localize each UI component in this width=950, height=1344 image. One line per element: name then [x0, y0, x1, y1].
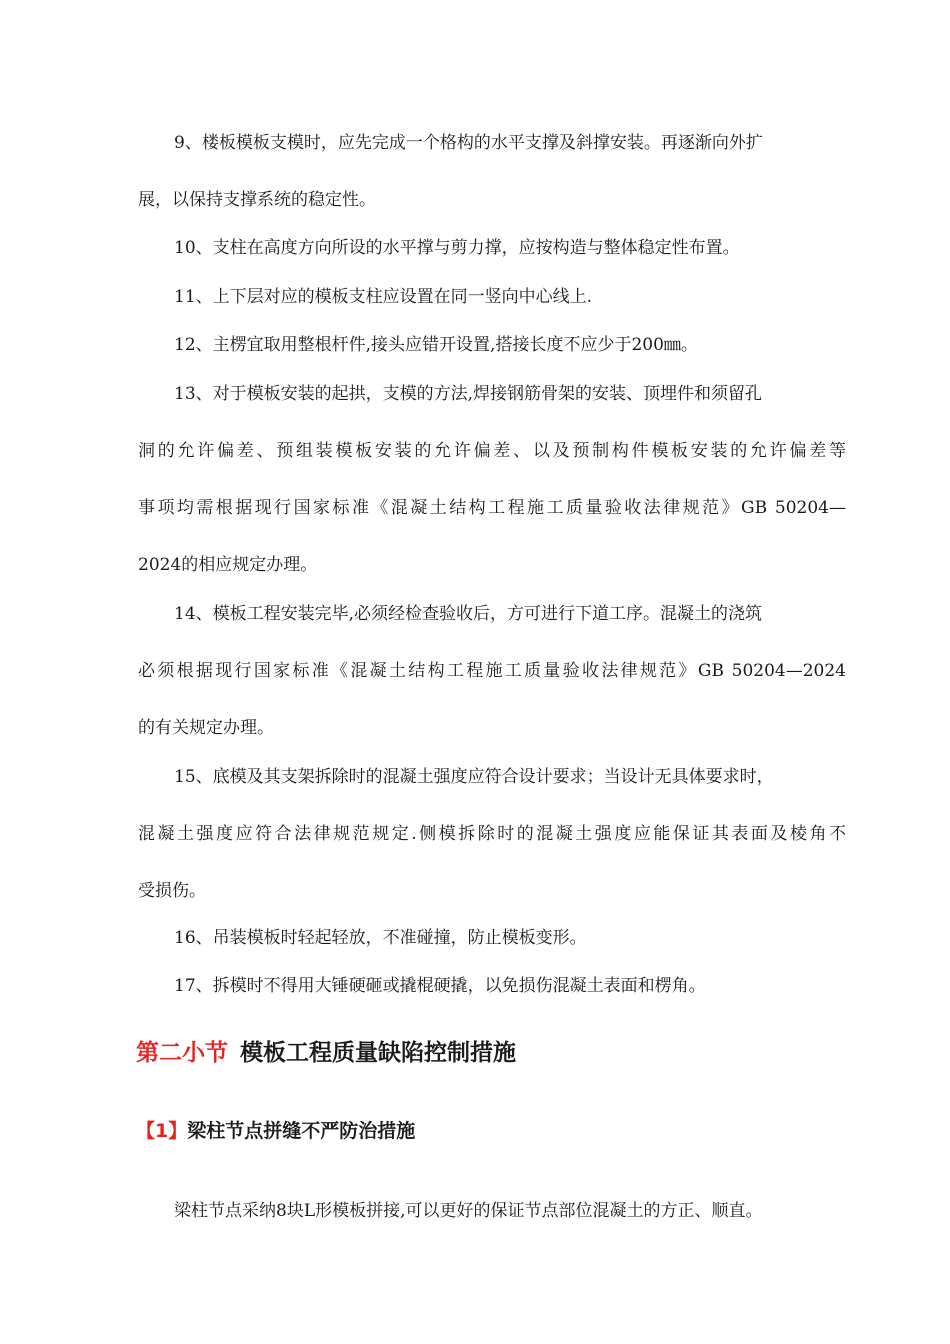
paragraph-line: 11、上下层对应的模板支柱应设置在同一竖向中心线上. [174, 287, 593, 307]
section-label: 第二小节 [136, 1040, 228, 1066]
subsection-heading [136, 1116, 415, 1143]
paragraph-line: 9、楼板模板支模时，应先完成一个格构的水平支撑及斜撑安装。再逐渐向外扩 [174, 133, 763, 153]
paragraph-line: 必须根据现行国家标准《混凝土结构工程施工质量验收法律规范》GB 50204—2024 [138, 661, 846, 681]
section-heading [136, 1034, 516, 1067]
paragraph-line: 10、支柱在高度方向所设的水平撑与剪力撑，应按构造与整体稳定性布置。 [174, 238, 740, 258]
paragraph-line: 的有关规定办理。 [138, 718, 274, 738]
subsection-label: 【1】 [136, 1120, 188, 1142]
paragraph-line: 混凝土强度应符合法律规范规定.侧模拆除时的混凝土强度应能保证其表面及棱角不 [138, 824, 846, 844]
paragraph-line: 事项均需根据现行国家标准《混凝土结构工程施工质量验收法律规范》GB 50204— [138, 498, 846, 518]
paragraph-line: 13、对于模板安装的起拱，支模的方法,焊接钢筋骨架的安装、顶埋件和须留孔 [174, 384, 763, 404]
paragraph-line: 2024的相应规定办理。 [138, 555, 318, 575]
paragraph-line: 12、主楞宜取用整根杆件,接头应错开设置,搭接长度不应少于200㎜。 [174, 335, 698, 355]
paragraph-line: 14、模板工程安装完毕,必须经检查验收后，方可进行下道工序。混凝土的浇筑 [174, 604, 763, 624]
paragraph-line: 梁柱节点采纳8块L形模板拼接,可以更好的保证节点部位混凝土的方正、顺直。 [174, 1201, 763, 1221]
paragraph-line: 展，以保持支撑系统的稳定性。 [138, 190, 376, 210]
paragraph-line: 16、吊装模板时轻起轻放，不准碰撞，防止模板变形。 [174, 928, 587, 948]
paragraph-line: 洞的允许偏差、预组装模板安装的允许偏差、以及预制构件模板安装的允许偏差等 [138, 441, 846, 461]
paragraph-line: 17、拆模时不得用大锤硬砸或撬棍硬撬，以免损伤混凝土表面和楞角。 [174, 976, 706, 996]
paragraph-line: 15、底模及其支架拆除时的混凝土强度应符合设计要求；当设计无具体要求时， [174, 767, 774, 787]
subsection-title-text: 梁柱节点拼缝不严防治措施 [187, 1120, 416, 1142]
paragraph-line: 受损伤。 [138, 881, 206, 901]
section-title-text: 模板工程质量缺陷控制措施 [240, 1040, 516, 1066]
